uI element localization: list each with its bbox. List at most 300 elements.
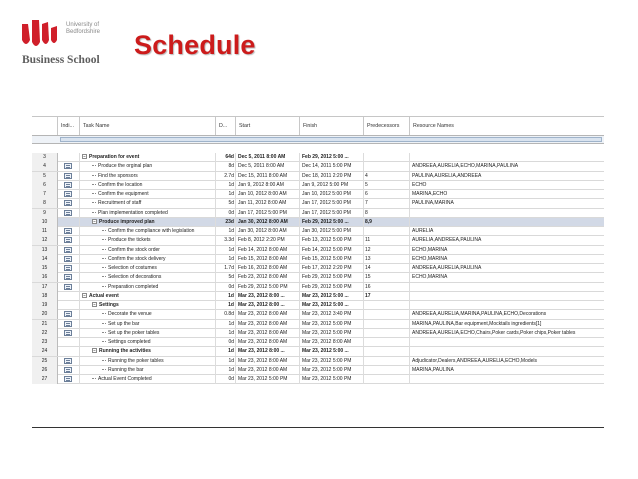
finish-cell[interactable]: Feb 29, 2012 5:00 ...: [300, 218, 364, 227]
row-number[interactable]: 9: [32, 209, 58, 218]
resource-names-cell[interactable]: [410, 283, 604, 292]
row-number[interactable]: 12: [32, 236, 58, 245]
table-row[interactable]: [32, 153, 604, 162]
predecessors-cell[interactable]: 7: [364, 199, 410, 208]
finish-cell[interactable]: Mar 23, 2012 5:00 PM: [300, 329, 364, 338]
indicator-cell: [58, 255, 80, 264]
row-number[interactable]: 11: [32, 227, 58, 236]
row-number[interactable]: 21: [32, 320, 58, 329]
task-name-cell[interactable]: [80, 236, 216, 245]
task-name-cell[interactable]: [80, 329, 216, 338]
resource-names-cell[interactable]: [410, 301, 604, 310]
duration-cell[interactable]: 23d: [216, 218, 236, 227]
note-icon[interactable]: [64, 182, 72, 188]
table-row[interactable]: [32, 310, 604, 319]
finish-cell[interactable]: Jan 10, 2012 5:00 PM: [300, 190, 364, 199]
indicator-cell: [58, 162, 80, 171]
finish-cell[interactable]: Feb 13, 2012 5:00 PM: [300, 236, 364, 245]
table-row[interactable]: [32, 246, 604, 255]
task-name-text: Selection of costumes: [108, 265, 157, 271]
finish-cell[interactable]: Mar 23, 2012 5:00 PM: [300, 375, 364, 384]
task-name-cell[interactable]: [80, 181, 216, 190]
predecessors-cell[interactable]: 13: [364, 255, 410, 264]
task-name-text: Actual event: [89, 292, 119, 299]
indicator-cell: [58, 366, 80, 375]
task-name-cell[interactable]: [80, 366, 216, 375]
start-cell[interactable]: Jan 30, 2012 8:00 AM: [236, 227, 300, 236]
table-row[interactable]: [32, 292, 604, 301]
row-number[interactable]: 18: [32, 292, 58, 301]
row-number[interactable]: 27: [32, 375, 58, 384]
duration-cell[interactable]: 1d: [216, 292, 236, 301]
resource-names-cell[interactable]: ECHO,MARINA: [412, 274, 448, 281]
table-row[interactable]: [32, 357, 604, 366]
row-number[interactable]: 8: [32, 199, 58, 208]
row-number[interactable]: 19: [32, 301, 58, 310]
header-duration[interactable]: D...: [216, 117, 236, 135]
finish-cell[interactable]: Jan 17, 2012 5:00 PM: [300, 209, 364, 218]
indicator-cell: [58, 329, 80, 338]
tree-line: [102, 249, 106, 250]
header-resource-names[interactable]: Resource Names: [413, 123, 454, 129]
table-row[interactable]: [32, 181, 604, 190]
task-name-cell[interactable]: [80, 283, 216, 292]
predecessors-cell[interactable]: [364, 347, 410, 356]
task-name-text: Set up the bar: [108, 320, 140, 327]
indicator-cell: [58, 283, 80, 292]
resource-names-cell[interactable]: PAULINA,MARINA: [412, 200, 454, 207]
indicator-cell: [58, 209, 80, 218]
table-row[interactable]: [32, 273, 604, 282]
resource-names-cell[interactable]: [410, 209, 604, 218]
finish-cell[interactable]: Jan 17, 2012 5:00 PM: [300, 199, 364, 208]
note-icon[interactable]: [64, 284, 72, 290]
duration-cell[interactable]: 1d: [216, 301, 236, 310]
row-number[interactable]: 17: [32, 283, 58, 292]
row-number[interactable]: 6: [32, 181, 58, 190]
duration-cell[interactable]: 0d: [216, 209, 236, 218]
start-cell[interactable]: Feb 8, 2012 2:20 PM: [236, 236, 300, 245]
table-row[interactable]: [32, 347, 604, 356]
finish-cell[interactable]: Feb 15, 2012 5:00 PM: [300, 255, 364, 264]
predecessors-cell[interactable]: 8,9: [364, 218, 410, 227]
predecessors-cell[interactable]: [364, 227, 410, 236]
tree-line: [102, 267, 106, 268]
resource-names-cell[interactable]: MARINA,PAULINA: [412, 366, 454, 373]
table-row[interactable]: [32, 218, 604, 227]
resource-names-cell[interactable]: ECHO,MARINA: [412, 255, 448, 262]
table-row[interactable]: [32, 190, 604, 199]
task-name-cell[interactable]: [80, 320, 216, 329]
task-name-cell[interactable]: [80, 292, 216, 301]
task-name-cell[interactable]: [80, 153, 216, 162]
start-cell[interactable]: Feb 29, 2012 5:00 PM: [236, 283, 300, 292]
resource-names-cell[interactable]: [410, 153, 604, 162]
indicator-cell: [58, 236, 80, 245]
finish-cell[interactable]: Mar 23, 2012 5:00 ...: [300, 301, 364, 310]
university-name: [66, 22, 100, 36]
resource-names-cell[interactable]: MARINA,PAULINA,Bar equipment,Mocktails ingredients[1]: [412, 320, 542, 327]
task-name-cell[interactable]: [80, 301, 216, 310]
task-name-text: Selection of decorations: [108, 274, 162, 281]
header-predecessors[interactable]: Predecessors: [364, 117, 410, 135]
start-cell[interactable]: Mar 23, 2012 8:00 AM: [236, 320, 300, 329]
finish-cell[interactable]: Mar 23, 2012 5:00 ...: [300, 347, 364, 356]
duration-cell[interactable]: 64d: [216, 153, 236, 162]
table-row[interactable]: [32, 375, 604, 384]
duration-cell[interactable]: 0d: [216, 338, 236, 347]
tree-line: [92, 202, 96, 203]
predecessors-cell[interactable]: [364, 357, 410, 366]
task-name-text: Confirm the location: [98, 181, 143, 188]
task-name-text: Plan implementation completed: [98, 209, 168, 216]
task-name-text: Settings: [99, 302, 119, 308]
tree-line: [102, 258, 106, 259]
duration-cell[interactable]: 1d: [216, 357, 236, 366]
table-row[interactable]: [32, 320, 604, 329]
indicator-cell: [58, 190, 80, 199]
start-cell[interactable]: Jan 17, 2012 5:00 PM: [236, 209, 300, 218]
table-row[interactable]: [32, 338, 604, 347]
finish-cell[interactable]: Mar 23, 2012 5:00 PM: [300, 357, 364, 366]
table-row[interactable]: [32, 236, 604, 245]
tree-line: [102, 341, 106, 342]
finish-cell[interactable]: Mar 23, 2012 5:00 PM: [300, 320, 364, 329]
finish-cell[interactable]: Mar 23, 2012 5:00 PM: [300, 366, 364, 375]
university-line1: University of: [66, 22, 100, 28]
note-icon[interactable]: [64, 358, 72, 364]
header-start[interactable]: Start: [236, 117, 300, 135]
gantt-table: [32, 116, 604, 427]
start-cell[interactable]: Mar 23, 2012 5:00 PM: [236, 375, 300, 384]
predecessors-cell[interactable]: 8: [364, 209, 410, 218]
tree-line: [102, 276, 106, 277]
tree-line: [92, 212, 96, 213]
tree-line: [102, 286, 106, 287]
finish-cell[interactable]: Jan 9, 2012 5:00 PM: [300, 181, 364, 190]
start-cell[interactable]: Feb 16, 2012 8:00 AM: [236, 264, 300, 273]
tree-line: [102, 323, 106, 324]
tree-line: [92, 175, 96, 176]
start-cell[interactable]: Feb 14, 2012 8:00 AM: [236, 246, 300, 255]
resource-names-cell[interactable]: [410, 347, 604, 356]
duration-cell[interactable]: 5d: [216, 273, 236, 282]
predecessors-cell[interactable]: [364, 329, 410, 338]
duration-cell[interactable]: 1d: [216, 190, 236, 199]
task-name-text: Actual Event Completed: [98, 376, 152, 382]
header-row-number[interactable]: [32, 117, 58, 135]
start-cell[interactable]: Mar 23, 2012 8:00 AM: [236, 338, 300, 347]
task-name-text: Confirm the stock order: [108, 246, 160, 253]
task-name-text: Confirm the stock delivery: [108, 255, 166, 262]
tree-line: [102, 360, 106, 361]
collapse-toggle-icon[interactable]: −: [83, 292, 86, 298]
note-icon[interactable]: [64, 274, 72, 280]
duration-cell[interactable]: 1d: [216, 320, 236, 329]
predecessors-cell[interactable]: [364, 301, 410, 310]
tree-line: [92, 165, 96, 166]
resource-names-cell[interactable]: Adjudicator,Dealers,ANDREEA,AURELIA,ECHO,Models: [412, 357, 538, 364]
predecessors-cell[interactable]: 4: [364, 172, 410, 181]
predecessors-cell[interactable]: 6: [364, 190, 410, 199]
resource-names-cell[interactable]: ANDREEA,AURELIA,PAULINA: [412, 265, 482, 271]
predecessors-cell[interactable]: 14: [364, 264, 410, 273]
start-cell[interactable]: Mar 23, 2012 8:00 AM: [236, 366, 300, 375]
note-icon[interactable]: [64, 311, 72, 317]
note-icon[interactable]: [64, 321, 72, 327]
note-icon[interactable]: [64, 191, 72, 197]
task-name-cell[interactable]: [80, 310, 216, 319]
task-name-cell[interactable]: [80, 199, 216, 208]
task-name-text: Produce the orginal plan: [98, 163, 153, 170]
task-name-cell[interactable]: [80, 357, 216, 366]
predecessors-cell[interactable]: [364, 366, 410, 375]
note-icon[interactable]: [64, 210, 72, 216]
start-cell[interactable]: Feb 23, 2012 8:00 AM: [236, 273, 300, 282]
task-name-cell[interactable]: [80, 246, 216, 255]
start-cell[interactable]: Mar 23, 2012 8:00 AM: [236, 310, 300, 319]
note-icon[interactable]: [64, 376, 72, 382]
finish-cell[interactable]: Mar 23, 2012 3:40 PM: [300, 310, 364, 319]
indicator-cell: [58, 347, 80, 356]
task-name-cell[interactable]: [80, 255, 216, 264]
duration-cell[interactable]: 1d: [216, 181, 236, 190]
note-icon[interactable]: [64, 173, 72, 179]
resource-names-cell[interactable]: [410, 375, 604, 384]
finish-cell[interactable]: Dec 18, 2011 2:20 PM: [300, 172, 364, 181]
resource-names-cell[interactable]: [410, 218, 604, 227]
tree-line: [102, 239, 106, 240]
predecessors-cell[interactable]: [364, 153, 410, 162]
indicator-cell: [58, 218, 80, 227]
indicator-cell: [58, 273, 80, 282]
task-name-text: Produce improved plan: [99, 218, 155, 225]
note-icon[interactable]: [64, 200, 72, 206]
task-name-cell[interactable]: [80, 218, 216, 227]
duration-cell[interactable]: 8d: [216, 162, 236, 171]
indicator-cell: [58, 320, 80, 329]
resource-names-cell[interactable]: PAULINA,AURELIA,ANDREEA: [412, 172, 482, 179]
finish-cell[interactable]: Feb 29, 2012 5:00 PM: [300, 283, 364, 292]
row-number[interactable]: 23: [32, 338, 58, 347]
collapse-toggle-icon[interactable]: −: [83, 154, 86, 160]
table-row[interactable]: [32, 172, 604, 181]
predecessors-cell[interactable]: [364, 320, 410, 329]
predecessors-cell[interactable]: 17: [364, 292, 410, 301]
predecessors-cell[interactable]: 16: [364, 283, 410, 292]
row-number[interactable]: 24: [32, 347, 58, 356]
task-name-text: Running the poker tables: [108, 357, 164, 364]
header-task-name[interactable]: Task Name: [80, 117, 216, 135]
row-number[interactable]: 15: [32, 264, 58, 273]
table-row[interactable]: [32, 199, 604, 208]
tree-line: [102, 313, 106, 314]
finish-cell[interactable]: Dec 14, 2011 5:00 PM: [300, 162, 364, 171]
finish-cell[interactable]: Mar 23, 2012 5:00 ...: [300, 292, 364, 301]
table-row[interactable]: [32, 366, 604, 375]
university-logo: [20, 18, 130, 70]
footer-divider: [32, 427, 604, 428]
indicator-cell: [58, 310, 80, 319]
row-number[interactable]: 13: [32, 246, 58, 255]
indicator-cell: [58, 227, 80, 236]
tree-line: [102, 230, 106, 231]
note-icon[interactable]: [64, 247, 72, 253]
task-name-text: Produce the tickets: [108, 237, 151, 244]
resource-names-cell[interactable]: ANDREEA,AURELIA,ECHO,MARINA,PAULINA: [412, 163, 519, 170]
duration-cell[interactable]: 1d: [216, 329, 236, 338]
note-icon[interactable]: [64, 163, 72, 169]
collapse-toggle-icon[interactable]: −: [93, 218, 96, 224]
resource-names-cell[interactable]: ECHO: [412, 181, 427, 188]
row-number[interactable]: 10: [32, 218, 58, 227]
finish-cell[interactable]: Mar 23, 2012 8:00 AM: [300, 338, 364, 347]
resource-names-cell[interactable]: ANDREEA,AURELIA,MARINA,PAULINA,ECHO,Decorations: [412, 311, 547, 318]
finish-cell[interactable]: Feb 17, 2012 2:20 PM: [300, 264, 364, 273]
resource-names-cell[interactable]: AURELIA,ANDREEA,PAULINA: [412, 237, 482, 244]
table-row[interactable]: [32, 209, 604, 218]
tree-line: [92, 378, 96, 379]
start-cell[interactable]: Jan 11, 2012 8:00 AM: [236, 199, 300, 208]
note-icon[interactable]: [64, 228, 72, 234]
task-name-text: Find the sponsors: [98, 172, 138, 179]
predecessors-cell[interactable]: [364, 338, 410, 347]
row-number[interactable]: 3: [32, 153, 58, 162]
task-name-cell[interactable]: [80, 227, 216, 236]
start-cell[interactable]: Dec 5, 2011 8:00 AM: [236, 153, 300, 162]
table-row[interactable]: [32, 301, 604, 310]
note-icon[interactable]: [64, 330, 72, 336]
duration-cell[interactable]: 1d: [216, 227, 236, 236]
note-icon[interactable]: [64, 256, 72, 262]
duration-cell[interactable]: 0.8d: [216, 310, 236, 319]
resource-names-cell[interactable]: ECHO,MARINA: [412, 246, 448, 253]
start-cell[interactable]: Feb 15, 2012 8:00 AM: [236, 255, 300, 264]
start-cell[interactable]: Mar 23, 2012 8:00 AM: [236, 329, 300, 338]
row-number[interactable]: 7: [32, 190, 58, 199]
indicator-cell: [58, 264, 80, 273]
row-number[interactable]: 4: [32, 162, 58, 171]
collapse-toggle-icon[interactable]: −: [93, 348, 96, 354]
table-row[interactable]: [32, 162, 604, 171]
task-rows: [32, 153, 604, 384]
predecessors-cell[interactable]: 5: [364, 181, 410, 190]
start-cell[interactable]: Jan 9, 2012 8:00 AM: [236, 181, 300, 190]
note-icon[interactable]: [64, 367, 72, 373]
indicator-cell: [58, 246, 80, 255]
predecessors-cell[interactable]: [364, 375, 410, 384]
note-icon[interactable]: [64, 265, 72, 271]
row-number[interactable]: 5: [32, 172, 58, 181]
university-line2: Bedfordshire: [66, 29, 101, 35]
row-number[interactable]: 22: [32, 329, 58, 338]
note-icon[interactable]: [64, 237, 72, 243]
task-name-cell[interactable]: [80, 209, 216, 218]
filter-row[interactable]: [60, 137, 602, 142]
duration-cell[interactable]: 0d: [216, 375, 236, 384]
predecessors-cell[interactable]: [364, 162, 410, 171]
start-cell[interactable]: Mar 23, 2012 8:00 ...: [236, 347, 300, 356]
collapse-toggle-icon[interactable]: −: [93, 302, 96, 308]
resource-names-cell[interactable]: [410, 292, 604, 301]
indicator-cell: [58, 172, 80, 181]
row-number[interactable]: 26: [32, 366, 58, 375]
duration-cell[interactable]: 1d: [216, 255, 236, 264]
duration-cell[interactable]: 0d: [216, 283, 236, 292]
table-row[interactable]: [32, 227, 604, 236]
duration-cell[interactable]: 2.7d: [216, 172, 236, 181]
tree-line: [92, 184, 96, 185]
table-row[interactable]: [32, 255, 604, 264]
task-name-cell[interactable]: [80, 172, 216, 181]
start-cell[interactable]: Jan 10, 2012 8:00 AM: [236, 190, 300, 199]
header-indicators[interactable]: Indi...: [58, 117, 80, 135]
task-name-text: Decorate the venue: [108, 311, 152, 318]
task-name-text: Recruitment of staff: [98, 200, 142, 207]
table-row[interactable]: [32, 264, 604, 273]
start-cell[interactable]: Mar 23, 2012 8:00 AM: [236, 357, 300, 366]
row-number[interactable]: 14: [32, 255, 58, 264]
finish-cell[interactable]: Jan 30, 2012 5:00 PM: [300, 227, 364, 236]
resource-names-cell[interactable]: AURELIA: [412, 228, 434, 234]
finish-cell[interactable]: Feb 14, 2012 5:00 PM: [300, 246, 364, 255]
business-school-label: Business School: [22, 54, 100, 66]
duration-cell[interactable]: 1d: [216, 246, 236, 255]
predecessors-cell[interactable]: 12: [364, 246, 410, 255]
duration-cell[interactable]: 5d: [216, 199, 236, 208]
predecessors-cell[interactable]: 11: [364, 236, 410, 245]
row-number[interactable]: 16: [32, 273, 58, 282]
task-name-text: Confirm the compliance with legislation: [108, 228, 195, 234]
resource-names-cell[interactable]: [410, 338, 604, 347]
duration-cell[interactable]: 1d: [216, 347, 236, 356]
table-row[interactable]: [32, 283, 604, 292]
task-name-text: Set up the poker tables: [108, 329, 160, 336]
start-cell[interactable]: Dec 15, 2011 8:00 AM: [236, 172, 300, 181]
start-cell[interactable]: Mar 23, 2012 8:00 ...: [236, 301, 300, 310]
task-name-cell[interactable]: [80, 338, 216, 347]
start-cell[interactable]: Dec 5, 2011 8:00 AM: [236, 162, 300, 171]
header-finish[interactable]: Finish: [300, 117, 364, 135]
row-number[interactable]: 25: [32, 357, 58, 366]
duration-cell[interactable]: 1.7d: [216, 264, 236, 273]
task-name-cell[interactable]: [80, 162, 216, 171]
resource-names-cell[interactable]: ANDREEA,AURELIA,ECHO,Chairs,Poker cards,Poker chips,Poker tables: [412, 329, 576, 336]
indicator-cell: [58, 153, 80, 162]
task-name-cell[interactable]: [80, 375, 216, 384]
indicator-cell: [58, 301, 80, 310]
start-cell[interactable]: Mar 23, 2012 8:00 ...: [236, 292, 300, 301]
task-name-text: Running the activities: [99, 348, 151, 355]
predecessors-cell[interactable]: 15: [364, 273, 410, 282]
task-name-text: Settings completed: [108, 339, 151, 345]
row-number[interactable]: 20: [32, 310, 58, 319]
predecessors-cell[interactable]: [364, 310, 410, 319]
tree-line: [102, 332, 106, 333]
finish-cell[interactable]: Feb 29, 2012 5:00 ...: [300, 153, 364, 162]
task-name-cell[interactable]: [80, 190, 216, 199]
resource-names-cell[interactable]: MARINA,ECHO: [412, 191, 448, 197]
finish-cell[interactable]: Feb 29, 2012 5:00 PM: [300, 273, 364, 282]
duration-cell[interactable]: 1d: [216, 366, 236, 375]
task-name-cell[interactable]: [80, 347, 216, 356]
duration-cell[interactable]: 3.3d: [216, 236, 236, 245]
task-name-cell[interactable]: [80, 273, 216, 282]
task-name-cell[interactable]: [80, 264, 216, 273]
start-cell[interactable]: Jan 30, 2012 8:00 AM: [236, 218, 300, 227]
table-row[interactable]: [32, 329, 604, 338]
indicator-cell: [58, 357, 80, 366]
